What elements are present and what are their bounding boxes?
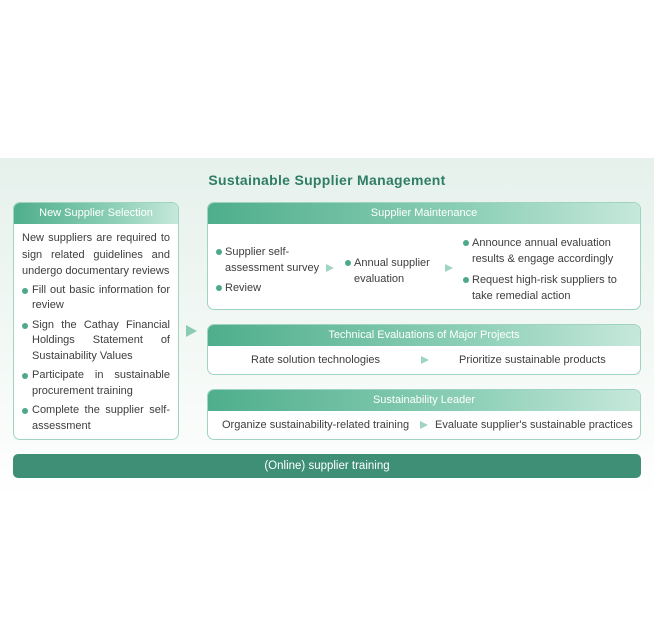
bullet-icon: [463, 277, 469, 283]
new-supplier-intro: New suppliers are required to sign related guidelines and undergo documentary reviews: [22, 232, 170, 277]
leader-from-text: Organize sustainability-related training: [222, 419, 410, 431]
new-supplier-selection-header: New Supplier Selection: [14, 203, 178, 224]
list-item: [22, 318, 170, 365]
sustainability-leader-card: [207, 389, 641, 440]
supplier-maintenance-header: Supplier Maintenance: [208, 203, 640, 224]
list-item: [22, 283, 170, 314]
bullet-icon: [216, 249, 222, 255]
arrow-right-icon: [421, 356, 429, 364]
list-item: [22, 403, 170, 434]
bullet-icon: [22, 288, 28, 294]
maintenance-step-remedial-action: Request high-risk suppliers to take remedial action: [463, 272, 631, 304]
supplier-maintenance-card: [207, 202, 641, 310]
arrow-right-icon: [445, 264, 453, 272]
sustainability-leader-header: Sustainability Leader: [208, 390, 640, 411]
bullet-icon: [345, 260, 351, 266]
new-supplier-selection-card: [13, 202, 179, 440]
bullet-icon: [22, 373, 28, 379]
bullet-icon: [22, 323, 28, 329]
bullet-icon: [463, 240, 469, 246]
arrow-right-icon: [326, 264, 334, 272]
maintenance-step-announce-results: Announce annual evaluation results & engage accordingly: [463, 235, 631, 267]
technical-from-text: Rate solution technologies: [251, 354, 381, 366]
technical-to-text: Prioritize sustainable products: [459, 354, 606, 366]
maintenance-step-review: Review: [216, 280, 326, 296]
new-supplier-steps: [14, 280, 178, 435]
technical-evaluations-header: Technical Evaluations of Major Projects: [208, 325, 640, 346]
list-item: [22, 368, 170, 399]
flow-arrow-icon: [186, 325, 197, 337]
list-item-text: Complete the supplier self-assessment: [32, 404, 170, 432]
maintenance-step-self-assessment: Supplier self-assessment survey: [216, 244, 331, 276]
list-item-text: Participate in sustainable procurement training: [32, 369, 170, 397]
technical-evaluations-card: [207, 324, 641, 375]
bullet-icon: [216, 285, 222, 291]
bullet-icon: [22, 408, 28, 414]
list-item-text: Fill out basic information for review: [32, 283, 170, 311]
list-item-text: Sign the Cathay Financial Holdings Statement of Sustainability Values: [32, 318, 170, 362]
online-training-bar: (Online) supplier training: [13, 454, 641, 478]
leader-to-text: Evaluate supplier's sustainable practices: [435, 419, 633, 431]
page-title: Sustainable Supplier Management: [208, 172, 446, 188]
arrow-right-icon: [420, 421, 428, 429]
maintenance-step-annual-evaluation: Annual supplier evaluation: [345, 255, 440, 287]
